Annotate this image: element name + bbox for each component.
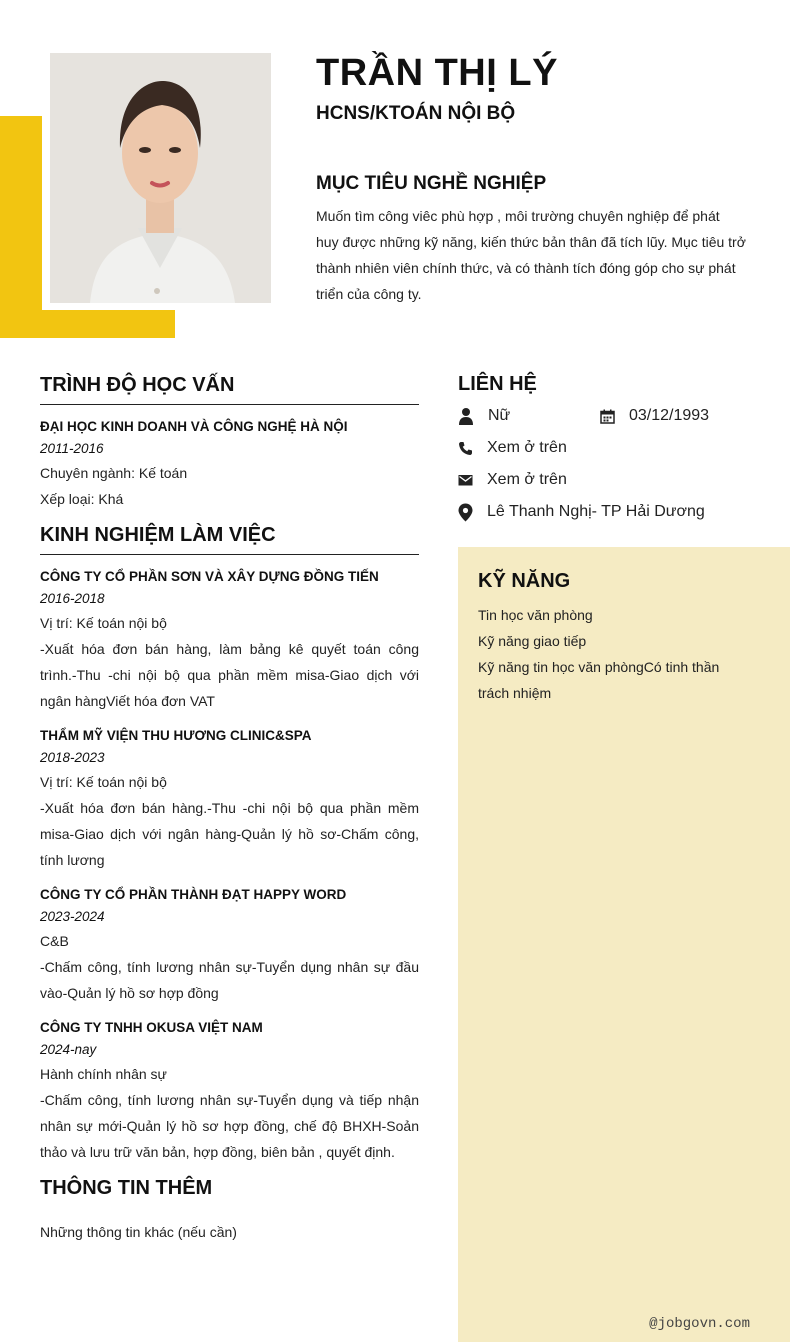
extra-info-section xyxy=(40,1177,419,1245)
extra-info-text: Những thông tin khác (nếu cần) xyxy=(40,1224,237,1240)
gender-value: Nữ xyxy=(488,407,511,424)
school-name: ĐẠI HỌC KINH DOANH VÀ CÔNG NGHỆ HÀ NỘI xyxy=(40,419,348,434)
job-years: 2016-2018 xyxy=(40,591,105,606)
job-entry xyxy=(40,1018,419,1165)
skills-heading: KỸ NĂNG xyxy=(478,570,571,592)
mail-icon xyxy=(458,474,473,486)
calendar-icon xyxy=(600,409,615,424)
job-years: 2018-2023 xyxy=(40,750,105,765)
extra-info-heading: THÔNG TIN THÊM xyxy=(40,1177,213,1199)
phone-value: Xem ở trên xyxy=(487,439,567,456)
contact-phone xyxy=(458,436,567,460)
contact-address xyxy=(458,500,705,524)
skills-list xyxy=(478,602,748,706)
skills-panel xyxy=(458,547,790,1342)
experience-heading: KINH NGHIỆM LÀM VIỆC xyxy=(40,524,419,555)
accent-bar-vertical xyxy=(0,116,42,338)
job-company: CÔNG TY TNHH OKUSA VIỆT NAM xyxy=(40,1020,263,1035)
education-years: 2011-2016 xyxy=(40,441,104,456)
job-company: THẨM MỸ VIỆN THU HƯƠNG CLINIC&SPA xyxy=(40,728,312,743)
person-icon xyxy=(458,407,474,425)
watermark: @jobgovn.com xyxy=(649,1316,750,1332)
job-description: -Xuất hóa đơn bán hàng, làm bảng kê quyết toán công trình.-Thu -chi nội bộ qua phần mềm misa-Giao dịch với ngân hàngViết hóa đơn VAT xyxy=(40,641,419,709)
job-position: C&B xyxy=(40,933,69,949)
email-value: Xem ở trên xyxy=(487,471,567,488)
job-years: 2024-nay xyxy=(40,1042,97,1057)
job-entry xyxy=(40,726,419,873)
job-position: Hành chính nhân sự xyxy=(40,1066,167,1082)
contact-birthdate xyxy=(600,404,709,428)
skill-item: Kỹ năng tin học văn phòngCó tinh thần trách nhiệm xyxy=(478,659,720,701)
contact-email xyxy=(458,468,567,492)
education-grade: Xếp loại: Khá xyxy=(40,491,124,507)
skill-item: Tin học văn phòng xyxy=(478,607,593,623)
job-years: 2023-2024 xyxy=(40,909,105,924)
address-value: Lê Thanh Nghị- TP Hải Dương xyxy=(487,503,705,520)
job-title: HCNS/KTOÁN NỘI BỘ xyxy=(316,103,516,124)
job-entry xyxy=(40,567,419,714)
profile-photo xyxy=(50,53,271,303)
job-position: Vị trí: Kế toán nội bộ xyxy=(40,615,167,631)
contact-gender xyxy=(458,404,510,428)
job-entry xyxy=(40,885,419,1006)
job-description: -Xuất hóa đơn bán hàng.-Thu -chi nội bộ qua phần mềm misa-Giao dịch với ngân hàng-Quản lý hồ sơ-Chấm công, tính lương xyxy=(40,800,419,868)
job-position: Vị trí: Kế toán nội bộ xyxy=(40,774,167,790)
education-heading: TRÌNH ĐỘ HỌC VẤN xyxy=(40,374,419,405)
candidate-name: TRẦN THỊ LÝ xyxy=(316,52,558,94)
birthdate-value: 03/12/1993 xyxy=(629,407,710,424)
job-description: -Chấm công, tính lương nhân sự-Tuyển dụng nhân sự đầu vào-Quản lý hồ sơ hợp đồng xyxy=(40,959,419,1001)
job-company: CÔNG TY CỔ PHẦN SƠN VÀ XÂY DỰNG ĐỒNG TIẾN xyxy=(40,569,379,584)
education-section xyxy=(40,374,419,512)
experience-section xyxy=(40,524,419,1165)
education-major: Chuyên ngành: Kế toán xyxy=(40,465,188,481)
objective-text: Muốn tìm công viêc phù hợp , môi trường chuyên nghiệp để phát huy được những kỹ năng, kiến thức bản thân đã tích lũy. Mục tiêu trở thành nhiên viên chính thức, và có thành tích đóng góp cho sự phát triển của công ty. xyxy=(316,208,746,302)
left-column xyxy=(40,374,419,1257)
contact-heading: LIÊN HỆ xyxy=(458,373,537,395)
job-company: CÔNG TY CỔ PHẦN THÀNH ĐẠT HAPPY WORD xyxy=(40,887,347,902)
accent-bar-horizontal xyxy=(0,310,175,338)
location-pin-icon xyxy=(458,503,473,522)
phone-icon xyxy=(458,441,473,456)
objective-heading: MỤC TIÊU NGHỀ NGHIỆP xyxy=(316,173,547,194)
job-description: -Chấm công, tính lương nhân sự-Tuyển dụng và tiếp nhận nhân sự mới-Quản lý hồ sơ hợp đồng, chế độ BHXH-Soản thảo và lưu trữ văn bản, hợp đồng, biên bản , quyết định. xyxy=(40,1092,419,1160)
skill-item: Kỹ năng giao tiếp xyxy=(478,633,587,649)
